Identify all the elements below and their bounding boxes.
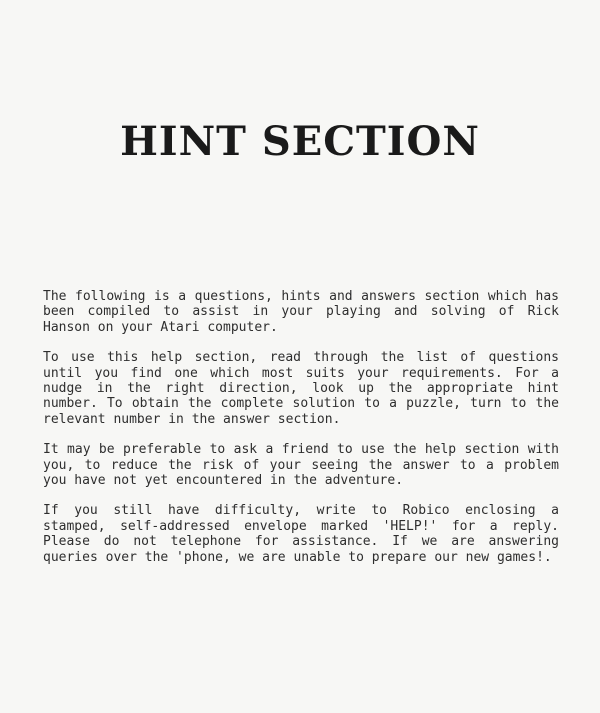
page-title: HINT SECTION [120,118,480,165]
paragraph-contact: If you still have difficulty, write to Robico enclosing a stamped, self-addressed envelope marked 'HELP!' for a reply. Please do not telephone for assistance. If we are answering queries over the 'phone, we are unable to prepare our new games!. [43,503,559,565]
body-text [43,289,559,580]
paragraph-instructions: To use this help section, read through the list of questions until you find one which most suits your requirements. For a nudge in the right direction, look up the appropriate hint number. To obtain the complete solution to a puzzle, turn to the relevant number in the answer section. [43,350,559,427]
paragraph-friend-advice: It may be preferable to ask a friend to use the help section with you, to reduce the risk of your seeing the answer to a problem you have not yet encountered in the adventure. [43,442,559,489]
paragraph-intro: The following is a questions, hints and answers section which has been compiled to assist in your playing and solving of Rick Hanson on your Atari computer. [43,289,559,335]
